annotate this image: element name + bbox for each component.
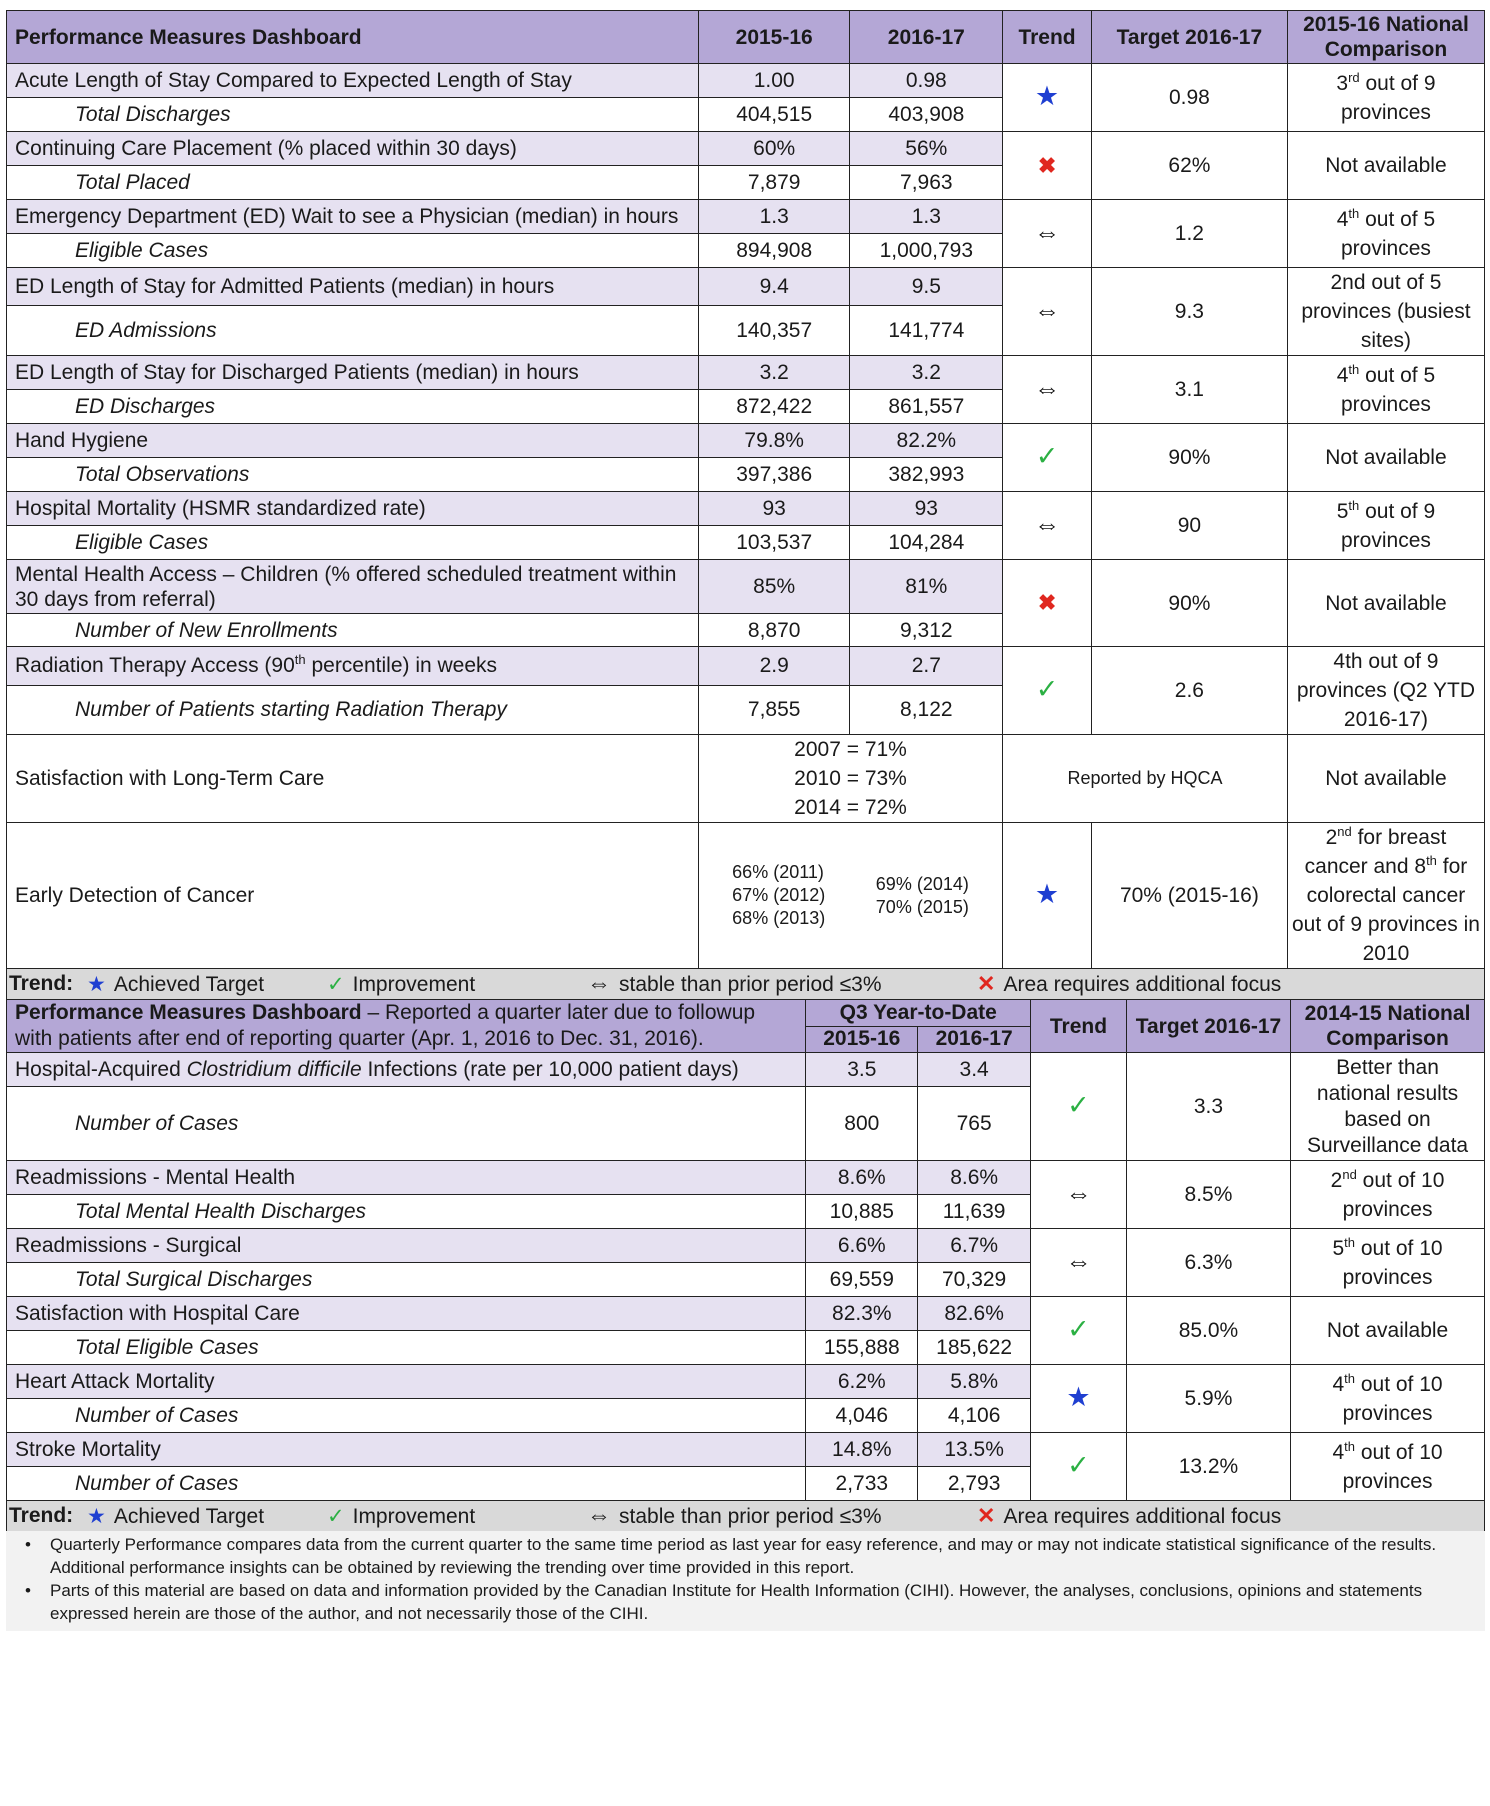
national-comparison: Not available <box>1287 560 1484 647</box>
cancer-value: 70% (2015) <box>875 896 969 917</box>
measure-label: Readmissions - Mental Health <box>7 1161 806 1195</box>
sub-value-2016-17: 70,329 <box>918 1263 1031 1297</box>
legend-title: Trend: <box>9 972 74 995</box>
legend-achieved-2 <box>87 1504 327 1529</box>
national-comparison: 5th out of 9 provinces <box>1287 492 1484 560</box>
measure-label: Emergency Department (ED) Wait to see a Physician (median) in hours <box>7 200 699 234</box>
value-2016-17: 56% <box>850 132 1003 166</box>
measure-row <box>7 1161 1485 1195</box>
national-comparison: 4th out of 5 provinces <box>1287 356 1484 424</box>
value-2016-17: 5.8% <box>918 1365 1031 1399</box>
value-2015-16: 6.6% <box>806 1229 918 1263</box>
measure-label: Stroke Mortality <box>7 1433 806 1467</box>
sub-value-2016-17: 7,963 <box>850 166 1003 200</box>
measure-label: Hospital-Acquired Clostridium difficile Infections (rate per 10,000 patient days) <box>7 1053 806 1087</box>
value-2015-16: 79.8% <box>698 424 850 458</box>
sub-label: Total Mental Health Discharges <box>7 1195 806 1229</box>
target-value: 90 <box>1091 492 1287 560</box>
footnote-2-text: Parts of this material are based on data and information provided by the Canadian Institute for Health Information (CIHI). However, the analyses, conclusions, opinions and statements expressed herein are those of the author, and not necessarily those of the CIHI. <box>50 1581 1423 1623</box>
trend-cell <box>1003 823 1092 969</box>
legend-stable-label: stable than prior period ≤3% <box>619 973 882 996</box>
measure-label: Hospital Mortality (HSMR standardized rate) <box>7 492 699 526</box>
sub-value-2016-17: 141,774 <box>850 305 1003 355</box>
legend-focus <box>977 971 1281 997</box>
sub-value-2016-17: 2,793 <box>918 1467 1031 1501</box>
legend-focus-label-2: Area requires additional focus <box>1003 1505 1282 1528</box>
value-2015-16: 3.2 <box>698 356 850 390</box>
sub-value-2015-16: 10,885 <box>806 1195 918 1229</box>
measure-row <box>7 356 1485 390</box>
star-icon: ★ <box>87 972 106 996</box>
target-value: 90% <box>1091 424 1287 492</box>
value-2016-17: 3.2 <box>850 356 1003 390</box>
trend-cell <box>1003 356 1092 424</box>
sub-value-2015-16: 155,888 <box>806 1331 918 1365</box>
measure-row <box>7 132 1485 166</box>
target-value: 85.0% <box>1126 1297 1290 1365</box>
value-2016-17: 2.7 <box>850 647 1003 686</box>
legend-title-2: Trend: <box>9 1504 74 1527</box>
value-2015-16: 82.3% <box>806 1297 918 1331</box>
footnote-1-text: Quarterly Performance compares data from the current quarter to the same time period as last year for easy reference, and may or may not indicate statistical significance of the results. Additional performance insights can be obtained by reviewing the trending over time provided in this report. <box>50 1535 1437 1577</box>
col-q3-ytd: Q3 Year-to-Date <box>806 1000 1031 1027</box>
double-arrow-icon: ⇔ <box>1034 295 1061 325</box>
performance-table-2 <box>6 999 1485 1501</box>
value-2016-17: 93 <box>850 492 1003 526</box>
value-2015-16: 1.3 <box>698 200 850 234</box>
value-2015-16: 3.5 <box>806 1053 918 1087</box>
sub-value-2016-17: 403,908 <box>850 98 1003 132</box>
table1-title: Performance Measures Dashboard <box>7 11 699 64</box>
cancer-target: 70% (2015-16) <box>1091 823 1287 969</box>
cancer-value: 69% (2014) <box>875 873 969 894</box>
measure-row <box>7 424 1485 458</box>
sub-value-2016-17: 104,284 <box>850 526 1003 560</box>
sub-value-2015-16: 7,855 <box>698 685 850 734</box>
value-2016-17: 0.98 <box>850 64 1003 98</box>
sub-label: Total Discharges <box>7 98 699 132</box>
measure-label: Mental Health Access – Children (% offered scheduled treatment within 30 days from referral) <box>7 560 699 614</box>
target-value: 1.2 <box>1091 200 1287 268</box>
cross-icon: ✖ <box>1037 590 1057 615</box>
legend-improvement-2 <box>327 1504 587 1529</box>
trend-cell <box>1003 132 1092 200</box>
national-comparison: Better than national results based on Surveillance data <box>1291 1053 1485 1161</box>
value-2016-17: 13.5% <box>918 1433 1031 1467</box>
measure-row <box>7 268 1485 306</box>
target-value: 6.3% <box>1126 1229 1290 1297</box>
trend-cell <box>1031 1161 1127 1229</box>
legend-improvement <box>327 972 587 997</box>
measure-row <box>7 1433 1485 1467</box>
check-icon: ✓ <box>1067 1090 1090 1120</box>
trend-cell <box>1031 1053 1127 1161</box>
trend-cell <box>1003 268 1092 356</box>
national-comparison: 2nd out of 10 provinces <box>1291 1161 1485 1229</box>
sub-value-2015-16: 404,515 <box>698 98 850 132</box>
trend-legend <box>6 969 1485 999</box>
double-arrow-icon: ⇔ <box>1065 1246 1092 1276</box>
target-value: 5.9% <box>1126 1365 1290 1433</box>
trend-cell <box>1003 492 1092 560</box>
sub-value-2015-16: 103,537 <box>698 526 850 560</box>
measure-row <box>7 1229 1485 1263</box>
ltc-value: 2010 = 73% <box>794 767 907 790</box>
legend-stable-2 <box>587 1502 977 1530</box>
target-value: 0.98 <box>1091 64 1287 132</box>
sub-label: ED Admissions <box>7 305 699 355</box>
legend-achieved-label: Achieved Target <box>113 972 265 996</box>
sub-label: ED Discharges <box>7 390 699 424</box>
legend-improvement-label: Improvement <box>352 972 476 996</box>
sub-value-2015-16: 7,879 <box>698 166 850 200</box>
national-comparison: Not available <box>1287 132 1484 200</box>
sub-value-2015-16: 2,733 <box>806 1467 918 1501</box>
sub-label: Number of Cases <box>7 1399 806 1433</box>
footnote-2: • Parts of this material are based on data and information provided by the Canadian Institute for Health Information (CIHI). However, the analyses, conclusions, opinions and statements expressed herein are those of the author, and not necessarily those of the CIHI. <box>6 1579 1465 1625</box>
double-arrow-icon: ⇔ <box>1065 1178 1092 1208</box>
footnotes <box>6 1531 1485 1631</box>
col-national-2: 2014-15 National Comparison <box>1291 1000 1485 1053</box>
measure-label: Acute Length of Stay Compared to Expected Length of Stay <box>7 64 699 98</box>
value-2015-16: 2.9 <box>698 647 850 686</box>
ltc-values <box>698 735 1002 823</box>
value-2015-16: 60% <box>698 132 850 166</box>
value-2015-16: 1.00 <box>698 64 850 98</box>
col-trend-2: Trend <box>1031 1000 1127 1053</box>
sub-label: Total Surgical Discharges <box>7 1263 806 1297</box>
ltc-row <box>7 735 1485 823</box>
table2-title: Performance Measures Dashboard – Reported a quarter later due to followup with patients after end of reporting quarter (Apr. 1, 2016 to Dec. 31, 2016). <box>7 1000 806 1053</box>
measure-label: Hand Hygiene <box>7 424 699 458</box>
national-comparison: Not available <box>1291 1297 1485 1365</box>
value-2016-17: 6.7% <box>918 1229 1031 1263</box>
cancer-row <box>7 823 1485 969</box>
table1-body <box>7 64 1485 969</box>
col-national: 2015-16 National Comparison <box>1287 11 1484 64</box>
sub-label: Total Observations <box>7 458 699 492</box>
value-2016-17: 81% <box>850 560 1003 614</box>
trend-cell <box>1031 1229 1127 1297</box>
value-2015-16: 8.6% <box>806 1161 918 1195</box>
sub-value-2016-17: 4,106 <box>918 1399 1031 1433</box>
cancer-value: 66% (2011) <box>732 862 824 882</box>
national-comparison: 4th out of 5 provinces <box>1287 200 1484 268</box>
check-icon: ✓ <box>1035 441 1059 471</box>
sub-value-2015-16: 894,908 <box>698 234 850 268</box>
check-icon: ✓ <box>1067 1314 1090 1344</box>
col-2015-16: 2015-16 <box>698 11 850 64</box>
double-arrow-icon: ⇔ <box>587 970 611 997</box>
double-arrow-icon: ⇔ <box>1034 217 1061 247</box>
national-comparison: Not available <box>1287 424 1484 492</box>
sub-value-2016-17: 11,639 <box>918 1195 1031 1229</box>
footnote-1: • Quarterly Performance compares data from the current quarter to the same time period as last year for easy reference, and may or may not indicate statistical significance of the results. Additional performance insights can be obtained by reviewing the trending over time provided in this report. <box>6 1533 1465 1579</box>
ltc-value: 2014 = 72% <box>794 796 907 819</box>
table2-body <box>7 1053 1485 1501</box>
ltc-value: 2007 = 71% <box>794 738 907 761</box>
value-2015-16: 9.4 <box>698 268 850 306</box>
value-2015-16: 85% <box>698 560 850 614</box>
double-arrow-icon: ⇔ <box>587 1502 611 1529</box>
sub-label: Number of Cases <box>7 1087 806 1161</box>
check-icon: ✓ <box>327 1504 345 1528</box>
col-target-2: Target 2016-17 <box>1126 1000 1290 1053</box>
col-target: Target 2016-17 <box>1091 11 1287 64</box>
cancer-label: Early Detection of Cancer <box>7 823 699 969</box>
sub-label: Number of Patients starting Radiation Therapy <box>7 685 699 734</box>
cross-icon: ✖ <box>1037 152 1057 178</box>
ltc-reported: Reported by HQCA <box>1003 735 1288 823</box>
sub-value-2016-17: 861,557 <box>850 390 1003 424</box>
performance-table-1 <box>6 10 1485 969</box>
sub-value-2016-17: 1,000,793 <box>850 234 1003 268</box>
legend-improvement-label-2: Improvement <box>352 1504 476 1528</box>
col-2016-17: 2016-17 <box>850 11 1003 64</box>
star-icon: ★ <box>1066 1382 1091 1412</box>
measure-label: Radiation Therapy Access (90th percentile) in weeks <box>7 647 699 686</box>
sub-value-2015-16: 69,559 <box>806 1263 918 1297</box>
target-value: 3.3 <box>1126 1053 1290 1161</box>
trend-cell <box>1031 1433 1127 1501</box>
sub-value-2015-16: 140,357 <box>698 305 850 355</box>
national-comparison: 4th out of 10 provinces <box>1291 1365 1485 1433</box>
col-2015-16-b: 2015-16 <box>806 1026 918 1053</box>
sub-value-2015-16: 4,046 <box>806 1399 918 1433</box>
col-2016-17-b: 2016-17 <box>918 1026 1031 1053</box>
measure-label: ED Length of Stay for Discharged Patients (median) in hours <box>7 356 699 390</box>
star-icon: ★ <box>1034 879 1060 909</box>
national-comparison: 2nd out of 5 provinces (busiest sites) <box>1287 268 1484 356</box>
sub-value-2015-16: 8,870 <box>698 614 850 647</box>
cross-icon: ✕ <box>977 971 996 996</box>
national-comparison: 3rd out of 9 provinces <box>1287 64 1484 132</box>
cross-icon: ✕ <box>977 1503 996 1528</box>
legend-stable-label-2: stable than prior period ≤3% <box>619 1505 882 1528</box>
sub-label: Eligible Cases <box>7 234 699 268</box>
cancer-values <box>698 823 1002 969</box>
target-value: 2.6 <box>1091 647 1287 735</box>
legend-stable <box>587 970 977 998</box>
double-arrow-icon: ⇔ <box>1034 373 1061 403</box>
measure-row <box>7 1297 1485 1331</box>
target-value: 8.5% <box>1126 1161 1290 1229</box>
trend-cell <box>1003 647 1092 735</box>
star-icon: ★ <box>1034 81 1060 111</box>
measure-label: Satisfaction with Hospital Care <box>7 1297 806 1331</box>
national-comparison: 4th out of 10 provinces <box>1291 1433 1485 1501</box>
measure-row <box>7 560 1485 614</box>
measure-row <box>7 64 1485 98</box>
target-value: 13.2% <box>1126 1433 1290 1501</box>
check-icon: ✓ <box>1067 1450 1090 1480</box>
measure-label: Heart Attack Mortality <box>7 1365 806 1399</box>
sub-value-2016-17: 8,122 <box>850 685 1003 734</box>
sub-label: Total Eligible Cases <box>7 1331 806 1365</box>
measure-label: Continuing Care Placement (% placed within 30 days) <box>7 132 699 166</box>
sub-label: Eligible Cases <box>7 526 699 560</box>
trend-cell <box>1031 1365 1127 1433</box>
target-value: 3.1 <box>1091 356 1287 424</box>
target-value: 90% <box>1091 560 1287 647</box>
trend-cell <box>1003 560 1092 647</box>
measure-row <box>7 1053 1485 1087</box>
value-2016-17: 82.2% <box>850 424 1003 458</box>
legend-achieved-label-2: Achieved Target <box>113 1504 265 1528</box>
national-comparison: 5th out of 10 provinces <box>1291 1229 1485 1297</box>
national-comparison: 4th out of 9 provinces (Q2 YTD 2016-17) <box>1287 647 1484 735</box>
sub-value-2015-16: 397,386 <box>698 458 850 492</box>
value-2016-17: 9.5 <box>850 268 1003 306</box>
check-icon: ✓ <box>1035 674 1059 704</box>
dashboard-page <box>6 10 1485 1631</box>
measure-label: ED Length of Stay for Admitted Patients (median) in hours <box>7 268 699 306</box>
sub-label: Number of New Enrollments <box>7 614 699 647</box>
value-2015-16: 93 <box>698 492 850 526</box>
value-2016-17: 3.4 <box>918 1053 1031 1087</box>
target-value: 62% <box>1091 132 1287 200</box>
trend-cell <box>1003 424 1092 492</box>
cancer-value: 68% (2013) <box>732 908 826 928</box>
ltc-label: Satisfaction with Long-Term Care <box>7 735 699 823</box>
legend-focus-label: Area requires additional focus <box>1003 973 1282 996</box>
sub-value-2015-16: 872,422 <box>698 390 850 424</box>
measure-row <box>7 1365 1485 1399</box>
trend-cell <box>1031 1297 1127 1365</box>
cancer-national: 2nd for breast cancer and 8th for colorectal cancer out of 9 provinces in 2010 <box>1287 823 1484 969</box>
sub-label: Number of Cases <box>7 1467 806 1501</box>
value-2016-17: 82.6% <box>918 1297 1031 1331</box>
ltc-national: Not available <box>1287 735 1484 823</box>
legend-focus-2 <box>977 1503 1281 1529</box>
sub-value-2016-17: 9,312 <box>850 614 1003 647</box>
star-icon: ★ <box>87 1504 106 1528</box>
measure-row <box>7 647 1485 686</box>
sub-value-2016-17: 185,622 <box>918 1331 1031 1365</box>
measure-label: Readmissions - Surgical <box>7 1229 806 1263</box>
trend-cell <box>1003 200 1092 268</box>
sub-label: Total Placed <box>7 166 699 200</box>
value-2015-16: 6.2% <box>806 1365 918 1399</box>
col-trend: Trend <box>1003 11 1092 64</box>
cancer-value: 67% (2012) <box>732 885 826 905</box>
legend-achieved <box>87 972 327 997</box>
target-value: 9.3 <box>1091 268 1287 356</box>
measure-row <box>7 200 1485 234</box>
value-2016-17: 1.3 <box>850 200 1003 234</box>
sub-value-2016-17: 765 <box>918 1087 1031 1161</box>
trend-legend-2 <box>6 1501 1485 1531</box>
check-icon: ✓ <box>327 972 345 996</box>
measure-row <box>7 492 1485 526</box>
sub-value-2015-16: 800 <box>806 1087 918 1161</box>
trend-cell <box>1003 64 1092 132</box>
sub-value-2016-17: 382,993 <box>850 458 1003 492</box>
value-2015-16: 14.8% <box>806 1433 918 1467</box>
double-arrow-icon: ⇔ <box>1034 509 1061 539</box>
value-2016-17: 8.6% <box>918 1161 1031 1195</box>
